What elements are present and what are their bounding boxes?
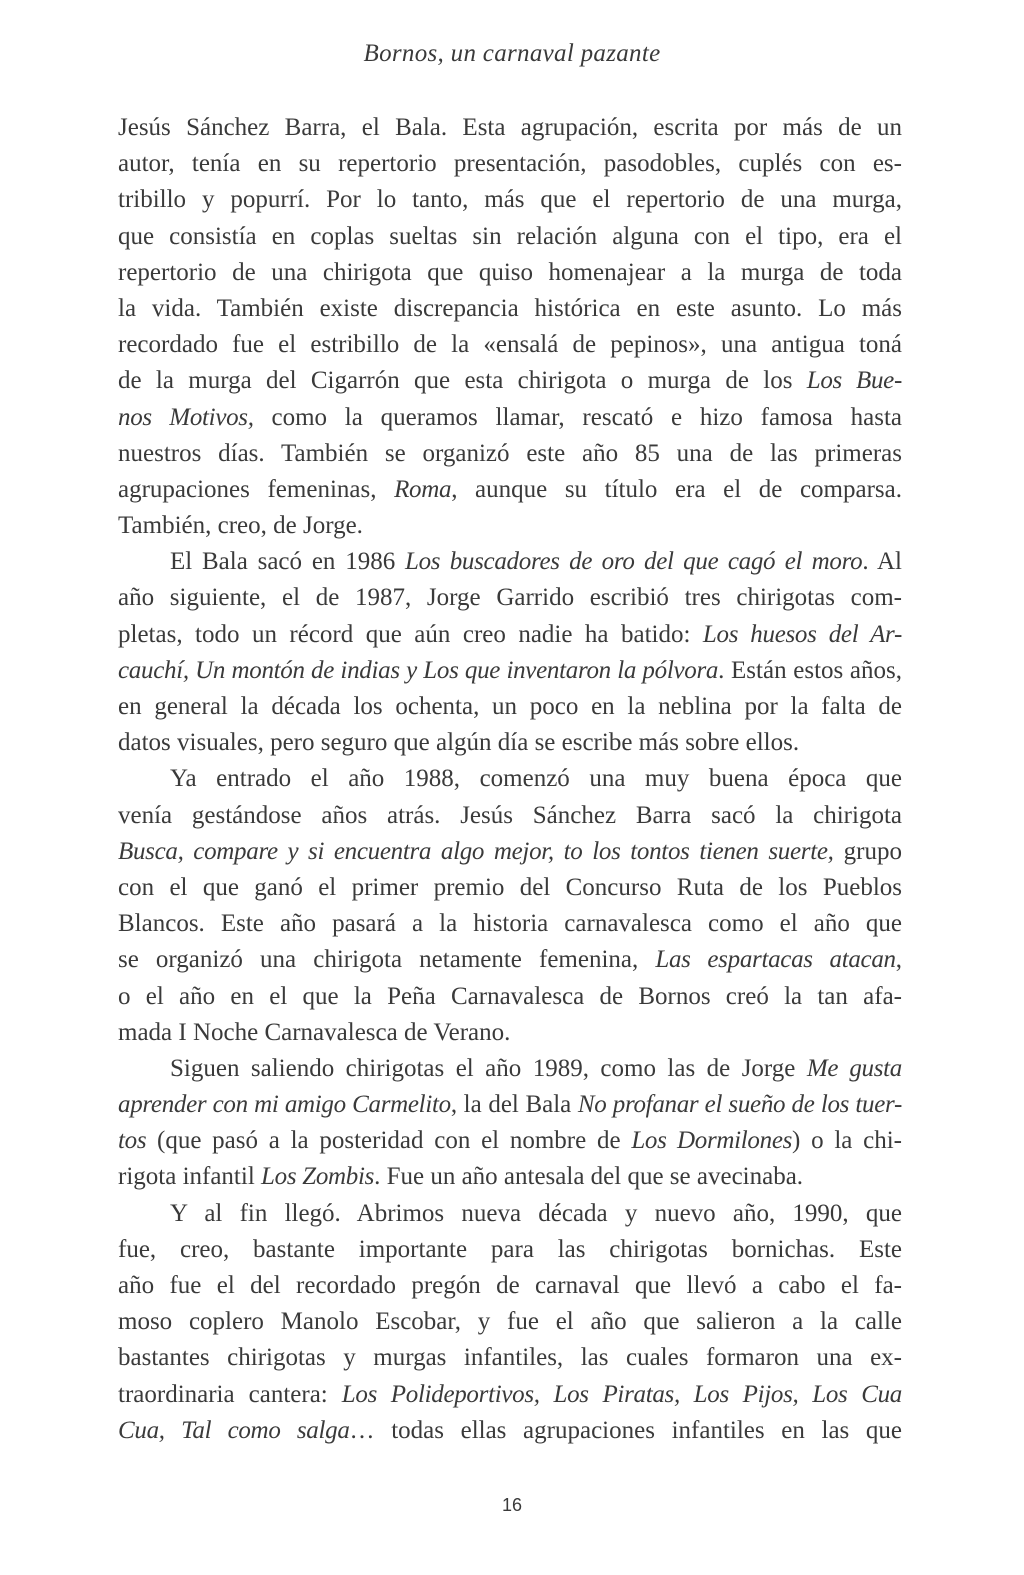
text-segment: como la queramos llamar, rescató e hizo famosa hasta: [253, 403, 903, 431]
text-segment: traordinaria cantera:: [118, 1380, 342, 1408]
italic-title-segment: tos: [118, 1127, 147, 1155]
text-segment: Ya entrado el año 1988, comenzó una muy buena época que: [170, 765, 902, 793]
text-line: [118, 327, 902, 363]
text-segment: con el que ganó el primer premio del Concurso Ruta de los Pueblos: [118, 873, 902, 901]
text-line: [118, 1377, 902, 1413]
text-line: [118, 219, 902, 255]
text-segment: mada I Noche Carnavalesca de Verano.: [118, 1018, 511, 1046]
text-line: [118, 436, 902, 472]
italic-title-segment: cauchí, Un montón de indias y Los que inventaron la pólvora: [118, 656, 719, 684]
text-segment: de la murga del Cigarrón que esta chirigota o murga de los: [118, 367, 807, 395]
text-line: [118, 255, 902, 291]
italic-title-segment: Me gusta: [806, 1054, 902, 1082]
text-segment: pletas, todo un récord que aún creo nadie ha batido:: [118, 620, 703, 648]
italic-title-segment: Busca, compare y si encuentra algo mejor, to los tontos tienen suerte,: [118, 837, 834, 865]
text-line: [118, 761, 902, 797]
text-line: [118, 834, 902, 870]
text-line: [118, 979, 902, 1015]
italic-title-segment: Cua, Tal como salga: [118, 1416, 350, 1444]
text-line: [118, 508, 902, 544]
text-segment: repertorio de una chirigota que quiso homenajear a la murga de toda: [118, 258, 902, 286]
text-line: [118, 472, 902, 508]
italic-title-segment: Los Dormilones: [631, 1127, 793, 1155]
text-segment: en general la década los ochenta, un poco en la neblina por la falta de: [118, 693, 902, 720]
text-line: [118, 1304, 902, 1340]
text-segment: nuestros días. También se organizó este año 85 una de las primeras: [118, 439, 902, 467]
text-line: [118, 291, 902, 327]
text-segment: También, creo, de Jorge.: [118, 512, 363, 540]
text-line: [118, 1340, 902, 1376]
text-line: [118, 870, 902, 906]
text-segment: se organizó una chirigota netamente femenina,: [118, 946, 656, 974]
page-number: 16: [501, 1495, 523, 1515]
text-segment: datos visuales, pero seguro que algún día se escribe más sobre ellos.: [118, 729, 800, 757]
text-segment: Y al fin llegó. Abrimos nueva década y nuevo año, 1990, que: [170, 1199, 902, 1227]
text-segment: , aunque su título era el de comparsa.: [451, 475, 902, 503]
text-line: [118, 653, 902, 689]
text-segment: año fue el del recordado pregón de carnaval que llevó a cabo el fa-: [118, 1272, 902, 1299]
text-line: [118, 363, 902, 399]
italic-title-segment: nos Motivos,: [118, 403, 254, 431]
text-segment: agrupaciones femeninas,: [118, 475, 395, 503]
text-segment: … todas ellas agrupaciones infantiles en las que: [349, 1416, 903, 1444]
text-line: [118, 1159, 902, 1195]
text-line: [118, 942, 902, 978]
text-line: [118, 1268, 902, 1304]
italic-title-segment: Los buscadores de oro del que cagó el moro: [405, 548, 863, 576]
body-text: [118, 110, 902, 1449]
text-segment: Siguen saliendo chirigotas el año 1989, como las de Jorge: [170, 1054, 807, 1082]
text-segment: tribillo y popurrí. Por lo tanto, más que el repertorio de una murga,: [118, 186, 902, 214]
text-segment: grupo: [833, 837, 902, 865]
text-segment: ,: [895, 946, 903, 974]
italic-title-segment: Los Bue-: [806, 367, 902, 395]
italic-title-segment: Roma: [394, 475, 452, 503]
italic-title-segment: Las espartacas atacan: [655, 946, 896, 974]
italic-title-segment: No profanar el sueño de los tuer-: [577, 1091, 902, 1119]
text-segment: Jesús Sánchez Barra, el Bala. Esta agrupación, escrita por más de un: [118, 114, 902, 141]
italic-title-segment: Los Zombis: [261, 1163, 375, 1191]
text-segment: que consistía en coplas sueltas sin relación alguna con el tipo, era el: [118, 222, 902, 250]
text-line: [118, 400, 902, 436]
text-line: [118, 110, 902, 146]
text-line: [118, 1123, 902, 1159]
italic-title-segment: Los Polideportivos, Los Piratas, Los Pijos, Los Cua: [341, 1380, 902, 1408]
running-head: Bornos, un carnaval pazante: [363, 40, 661, 67]
text-segment: , la del Bala: [450, 1091, 578, 1119]
text-segment: autor, tenía en su repertorio presentación, pasodobles, cuplés con es-: [118, 150, 902, 178]
text-line: [118, 1015, 902, 1051]
text-segment: año siguiente, el de 1987, Jorge Garrido escribió tres chirigotas com-: [118, 584, 902, 612]
italic-title-segment: Los huesos del Ar-: [702, 620, 903, 648]
text-line: [118, 544, 902, 580]
text-segment: . Al: [862, 548, 902, 576]
text-segment: la vida. También existe discrepancia histórica en este asunto. Lo más: [118, 294, 902, 322]
text-line: [118, 182, 902, 218]
text-line: [118, 1051, 902, 1087]
text-segment: o el año en el que la Peña Carnavalesca de Bornos creó la tan afa-: [118, 982, 902, 1010]
text-segment: (que pasó a la posteridad con el nombre de: [146, 1127, 632, 1155]
text-line: [118, 580, 902, 616]
text-line: [118, 725, 902, 761]
text-segment: recordado fue el estribillo de la «ensalá de pepinos», una antigua toná: [118, 331, 902, 359]
text-segment: . Fue un año antesala del que se avecinaba.: [374, 1163, 804, 1191]
text-segment: El Bala sacó en 1986: [170, 548, 405, 576]
text-line: [118, 1413, 902, 1449]
text-segment: . Están estos años,: [718, 656, 902, 684]
text-line: [118, 1196, 902, 1232]
text-line: [118, 798, 902, 834]
text-line: [118, 146, 902, 182]
text-segment: ) o la chi-: [792, 1127, 903, 1155]
italic-title-segment: aprender con mi amigo Carmelito: [118, 1091, 451, 1119]
text-segment: Blancos. Este año pasará a la historia carnavalesca como el año que: [118, 910, 902, 938]
text-segment: moso coplero Manolo Escobar, y fue el año que salieron a la calle: [118, 1308, 902, 1336]
text-segment: bastantes chirigotas y murgas infantiles, las cuales formaron una ex-: [118, 1344, 902, 1372]
text-segment: venía gestándose años atrás. Jesús Sánchez Barra sacó la chirigota: [118, 801, 902, 829]
text-line: [118, 617, 902, 653]
text-segment: rigota infantil: [118, 1163, 262, 1191]
text-line: [118, 689, 902, 725]
text-line: [118, 1232, 902, 1268]
text-segment: fue, creo, bastante importante para las chirigotas bornichas. Este: [118, 1235, 902, 1263]
text-line: [118, 1087, 902, 1123]
text-line: [118, 906, 902, 942]
